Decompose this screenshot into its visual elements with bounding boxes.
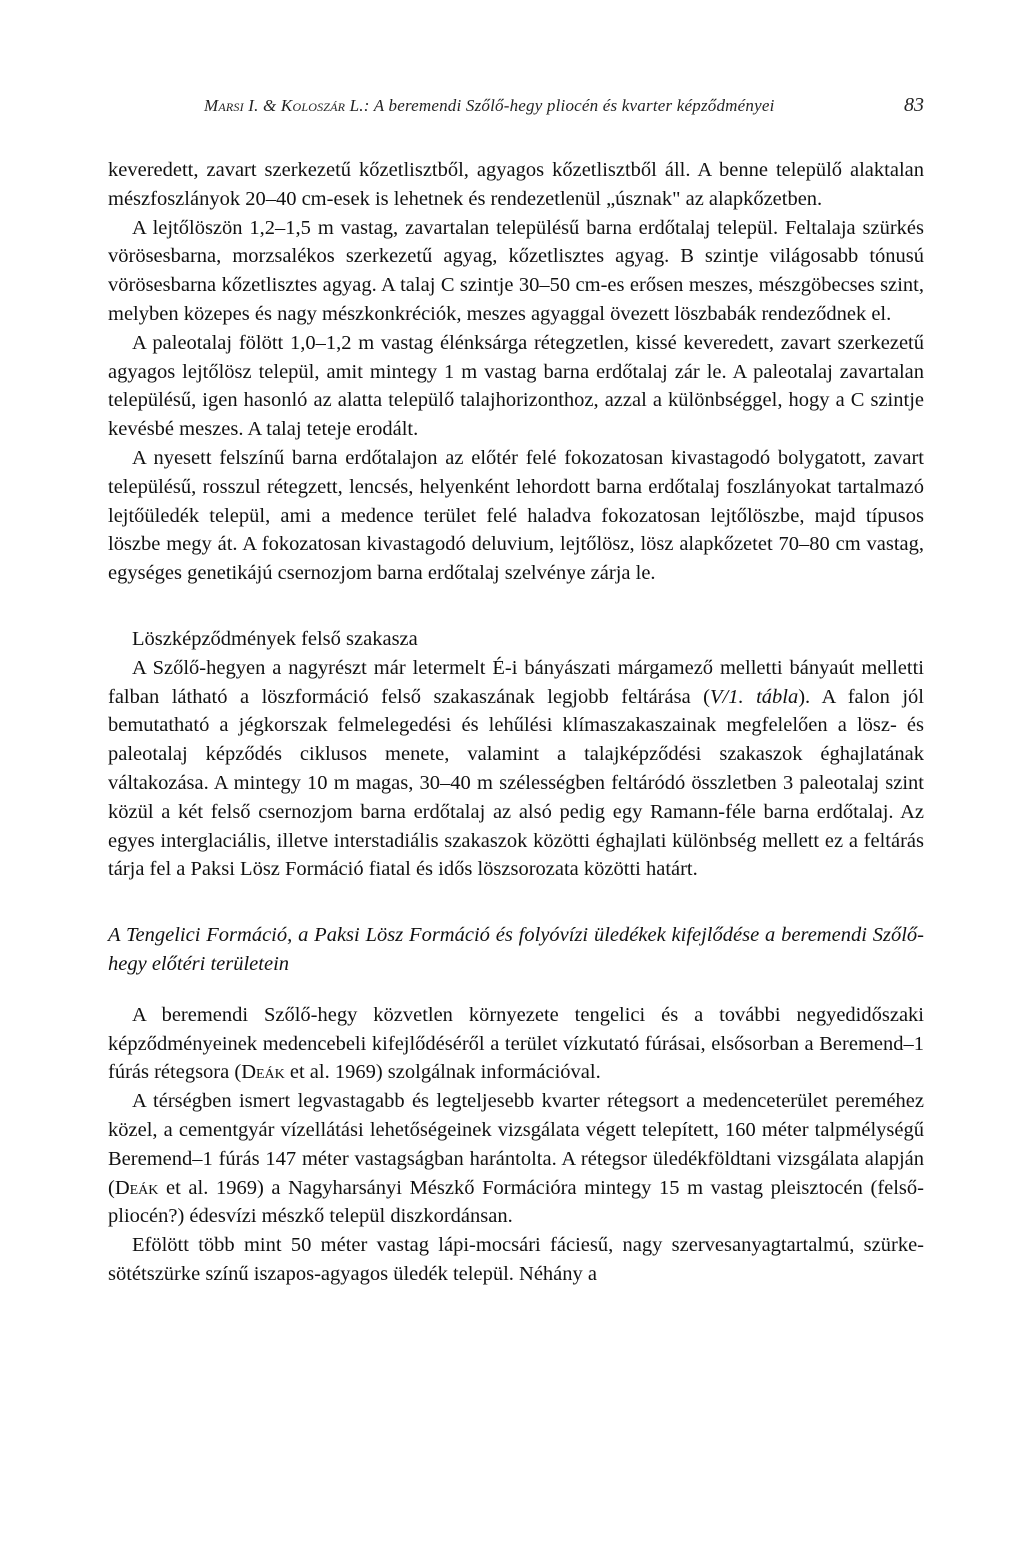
paragraph: A paleotalaj fölött 1,0–1,2 m vastag élénksárga rétegzetlen, kissé keveredett, zavart szerkezetű agyagos lejtőlösz települ, amit mintegy 1 m vastag barna erdőtalaj zár le. A paleotalaj zavartalan településű, igen hasonló az alatta települő talajhorizonthoz, azzal a különbséggel, hogy a C szintje kevésbé meszes. A talaj teteje erodált. — [108, 331, 924, 441]
paragraph-text: A beremendi Szőlő-hegy közvetlen környezete tengelici és a további negyedidőszaki képződményeinek medencebeli kifejlődéséről a terület vízkutató fúrásai, elsősorban a Beremend–1 fúrás rétegsora ( — [108, 1003, 924, 1084]
paragraph — [108, 1087, 924, 1231]
section-heading-loss-upper: Löszképződmények felső szakasza — [132, 627, 418, 650]
body-text — [108, 156, 924, 1289]
running-head-ampersand: & — [258, 96, 281, 115]
running-head-author1: Marsi I. — [204, 96, 259, 115]
running-head — [108, 96, 924, 126]
citation-author: Deák — [114, 1176, 159, 1199]
running-head-author2: Koloszár L. — [280, 96, 364, 115]
paragraph — [108, 654, 924, 884]
paragraph: Efölött több mint 50 méter vastag lápi-mocsári fáciesű, nagy szervesanyagtartalmú, szürke-sötétszürke színű iszapos-agyagos üledék települ. Néhány a — [108, 1234, 924, 1285]
document-page — [108, 96, 924, 1289]
paragraph — [108, 1001, 924, 1087]
plate-reference: V/1. tábla — [710, 685, 799, 708]
page-number: 83 — [904, 94, 924, 116]
paragraph-text: A Szőlő-hegyen a nagyrészt már letermelt É-i bányászati márgamező melletti bányaút melletti falban látható a löszformáció felső szakaszának legjobb feltárása ( — [108, 656, 924, 708]
paragraph: A lejtőlöszön 1,2–1,5 m vastag, zavartalan településű barna erdőtalaj települ. Feltalaja szürkés vörösesbarna, morzsalékos szerkezetű agyag, kőzetlisztes agyag. B szintje világosabb tónusú vörösesbarna kőzetlisztes agyag. A talaj C szintje 30–50 cm-es erősen meszes, mészgöbecses szint, melyben közepes és nagy mészkonkréciók, meszes agyaggal övezett löszbabák rendeződnek el. — [108, 216, 924, 325]
running-head-text — [204, 96, 775, 116]
running-head-title: : A beremendi Szőlő-hegy pliocén és kvarter képződményei — [363, 96, 775, 115]
paragraph-text: ). A falon jól bemutatható a jégkorszak felmelegedési és lehűlési klímaszakaszainak megfelelően a lösz- és paleotalaj képződés ciklusos menete, valamint a talajképződési szakaszok éghajlatának váltakozása. A mintegy 10 m magas, 30–40 m szélességben feltáródó összletben 3 paleotalaj szint közül a két felső csernozjom barna erdőtalaj az alsó pedig egy Ramann-féle barna erdőtalaj. Az egyes interglaciális, illetve interstadiális szakaszok közötti éghajlati különbség mellett ez a feltárás tárja fel a Paksi Lösz Formáció fiatal és idős löszsorozata közötti határt. — [108, 685, 924, 881]
paragraph-text: et al. 1969) szolgálnak információval. — [284, 1061, 601, 1084]
section-heading-tengelic: A Tengelici Formáció, a Paksi Lösz Formáció és folyóvízi üledékek kifejlődése a beremendi Szőlő-hegy előtéri területein — [108, 924, 924, 975]
paragraph: A nyesett felszínű barna erdőtalajon az előtér felé fokozatosan kivastagodó bolygatott, zavart településű, rosszul rétegzett, lencsés, helyenként lehordott barna erdőtalaj foszlányokat tartalmazó lejtőüledék települ, ami a medence terület felé haladva fokozatosan lejtőlöszbe, majd típusos löszbe megy át. A fokozatosan kivastagodó deluvium, lejtőlösz, lösz alapkőzetet 70–80 cm vastag, egységes genetikájú csernozjom barna erdőtalaj szelvénye zárja le. — [108, 446, 924, 585]
paragraph-text: et al. 1969) a Nagyharsányi Mészkő Formációra mintegy 15 m vastag pleisztocén (felsőpliocén?) édesvízi mészkő települ diszkordánsan. — [108, 1176, 924, 1228]
paragraph-text: A térségben ismert legvastagabb és legteljesebb kvarter rétegsort a medenceterület pereméhez közel, a cementgyár vízellátási lehetőségeinek vizsgálata végett telepített, 160 méter talpmélységű Beremend–1 fúrás 147 méter vastagságban harántolta. A rétegsor üledékföldtani vizsgálata alapján ( — [108, 1090, 924, 1199]
paragraph-continued: keveredett, zavart szerkezetű kőzetlisztből, agyagos kőzetlisztből áll. A benne települő alaktalan mészfoszlányok 20–40 cm-esek is lehetnek és rendezetlenül „úsznak" az alapkőzetben. — [108, 159, 924, 210]
citation-author: Deák — [241, 1061, 285, 1084]
